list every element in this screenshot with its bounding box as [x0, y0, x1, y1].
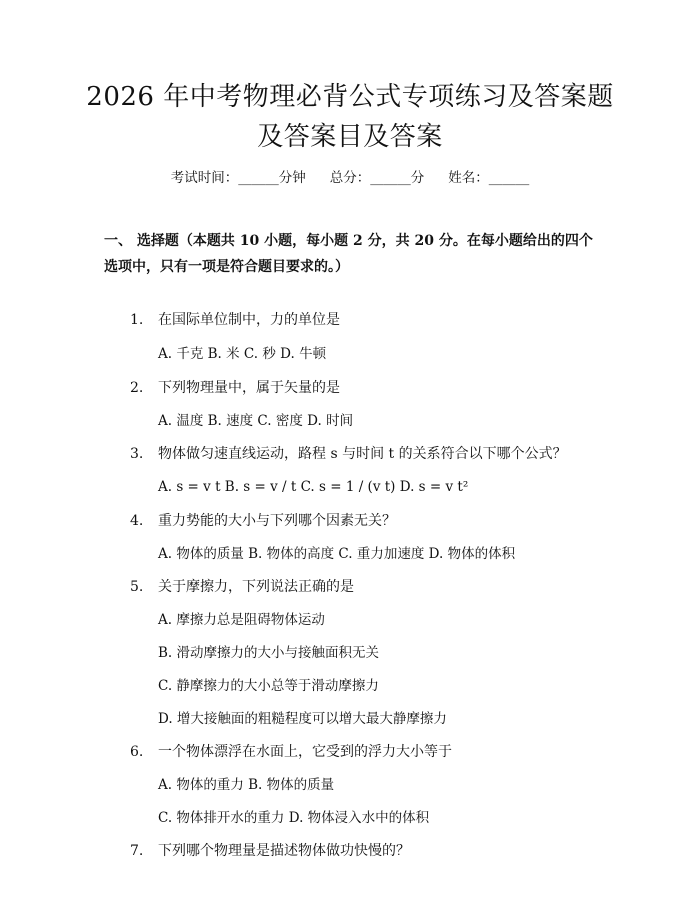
section-heading: 一、 选择题（本题共 10 小题，每小题 2 分，共 20 分。在每小题给出的四个选项中，只有一项是符合题目要求的。）: [104, 233, 593, 275]
question-text: 关于摩擦力，下列说法正确的是: [158, 579, 354, 595]
question-5-option-c: C. 静摩擦力的大小总等于滑动摩擦力: [158, 678, 379, 694]
question-5-option-a: A. 摩擦力总是阻碍物体运动: [158, 612, 325, 628]
question-number: 3.: [130, 446, 144, 462]
question-7: [130, 841, 410, 861]
question-number: 5.: [130, 579, 144, 595]
question-5-option-d: D. 增大接触面的粗糙程度可以增大最大静摩擦力: [158, 711, 447, 727]
question-6-options-cd: C. 物体排开水的重力 D. 物体浸入水中的体积: [158, 810, 430, 826]
student-name-field: 姓名：______: [448, 170, 530, 186]
question-number: 7.: [130, 843, 144, 859]
question-1-options: A. 千克 B. 米 C. 秒 D. 牛顿: [158, 346, 327, 362]
page-title-line-2: 及答案目及答案: [257, 122, 443, 152]
exam-time-field: 考试时间：______分钟: [170, 170, 306, 186]
page-title: 2026 年中考物理必背公式专项练习及答案题: [86, 82, 614, 112]
exam-meta: [0, 168, 700, 188]
question-text: 物体做匀速直线运动，路程 s 与时间 t 的关系符合以下哪个公式？: [158, 446, 567, 462]
question-6-options-ab: A. 物体的重力 B. 物体的质量: [158, 777, 335, 793]
question-6: [130, 742, 452, 762]
total-score-field: 总分：______分: [329, 170, 425, 186]
question-3-options: A. s = v t B. s = v / t C. s = 1 / (v t) D. s = v t²: [158, 479, 469, 495]
question-number: 1.: [130, 312, 144, 328]
question-2: [130, 378, 340, 398]
question-4-options: A. 物体的质量 B. 物体的高度 C. 重力加速度 D. 物体的体积: [158, 546, 516, 562]
question-text: 在国际单位制中，力的单位是: [158, 312, 340, 328]
question-5: [130, 577, 354, 597]
question-3: [130, 444, 567, 464]
question-text: 重力势能的大小与下列哪个因素无关？: [158, 513, 396, 529]
question-5-option-b: B. 滑动摩擦力的大小与接触面积无关: [158, 645, 380, 661]
question-number: 6.: [130, 744, 144, 760]
question-text: 下列哪个物理量是描述物体做功快慢的？: [158, 843, 410, 859]
question-1: [130, 310, 340, 330]
question-text: 一个物体漂浮在水面上，它受到的浮力大小等于: [158, 744, 452, 760]
question-4: [130, 511, 396, 531]
question-2-options: A. 温度 B. 速度 C. 密度 D. 时间: [158, 413, 354, 429]
question-number: 4.: [130, 513, 144, 529]
question-text: 下列物理量中，属于矢量的是: [158, 380, 340, 396]
question-number: 2.: [130, 380, 144, 396]
